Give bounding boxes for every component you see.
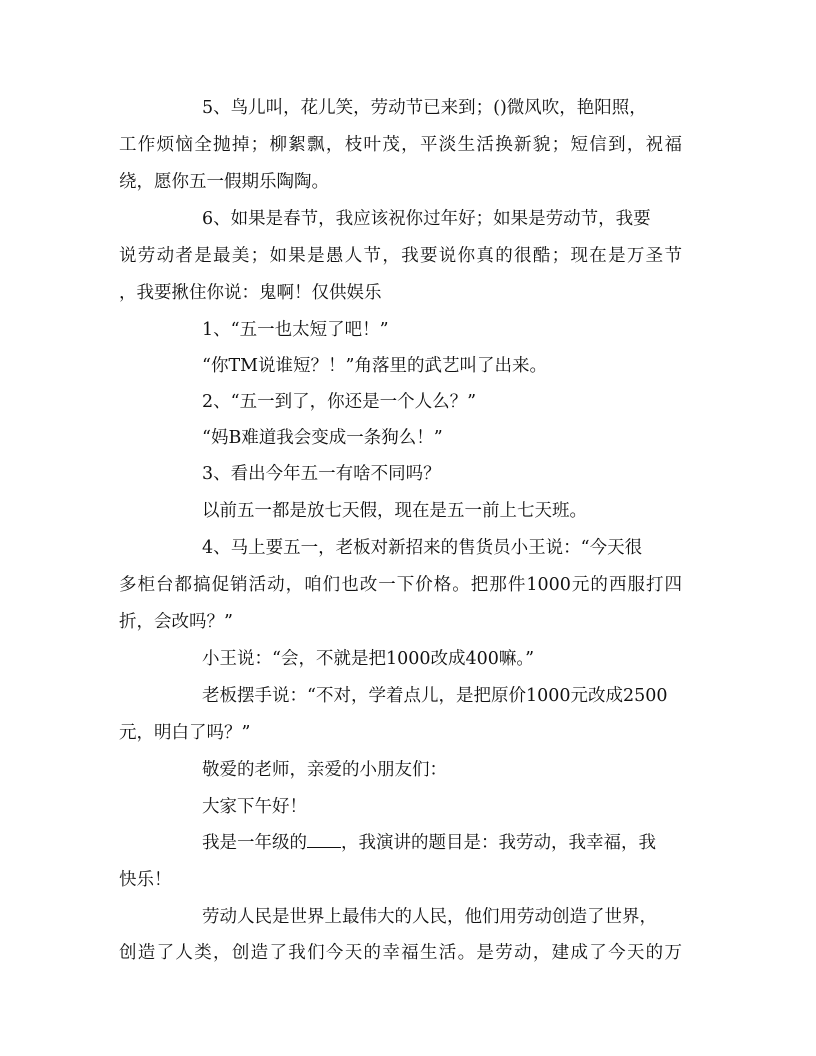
text-line: 3、看出今年五一有啥不同吗？ (202, 464, 441, 484)
text-line: 元，明白了吗？” (119, 723, 251, 743)
text-segment: ，我演讲的题目是：我劳动，我幸福，我 (341, 833, 656, 853)
text-segment: 我是一年级的 (202, 833, 307, 853)
text-line: 绕，愿你五一假期乐陶陶。 (119, 172, 329, 192)
text-line: “妈B难道我会变成一条狗么！” (202, 428, 443, 448)
text-line: “你TM说谁短？！”角落里的武艺叫了出来。 (202, 356, 547, 376)
text-line: 工作烦恼全抛掉；柳絮飘，枝叶茂，平淡生活换新貌；短信到，祝福 (119, 135, 682, 155)
text-line: 1、“五一也太短了吧！” (202, 320, 389, 340)
text-line: 5、鸟儿叫，花儿笑，劳动节已来到；()微风吹，艳阳照， (202, 98, 647, 118)
text-line: 6、如果是春节，我应该祝你过年好；如果是劳动节，我要 (202, 209, 651, 229)
text-line: 2、“五一到了，你还是一个人么？” (202, 392, 477, 412)
text-line: 折，会改吗？” (119, 612, 233, 632)
text-line: 大家下午好！ (202, 797, 307, 817)
text-line: 多柜台都搞促销活动，咱们也改一下价格。把那件1000元的西服打四 (119, 575, 682, 595)
text-line: 以前五一都是放七天假，现在是五一前上七天班。 (202, 501, 587, 521)
text-line (202, 832, 656, 854)
text-line: 老板摆手说：“不对，学着点儿，是把原价1000元改成2500 (202, 686, 668, 706)
text-line: 敬爱的老师，亲爱的小朋友们： (202, 760, 447, 780)
text-line: ，我要揪住你说：鬼啊！仅供娱乐 (119, 283, 382, 303)
text-line: 劳动人民是世界上最伟大的人民，他们用劳动创造了世界， (202, 907, 657, 927)
text-line: 小王说：“会，不就是把1000改成400嘛。” (202, 649, 535, 669)
text-line: 4、马上要五一，老板对新招来的售货员小王说：“今天很 (202, 538, 643, 558)
text-line: 快乐！ (119, 870, 172, 890)
text-line: 说劳动者是最美；如果是愚人节，我要说你真的很酷；现在是万圣节 (119, 246, 682, 266)
fill-in-blank (307, 833, 341, 848)
text-line: 创造了人类，创造了我们今天的幸福生活。是劳动，建成了今天的万 (119, 943, 682, 963)
